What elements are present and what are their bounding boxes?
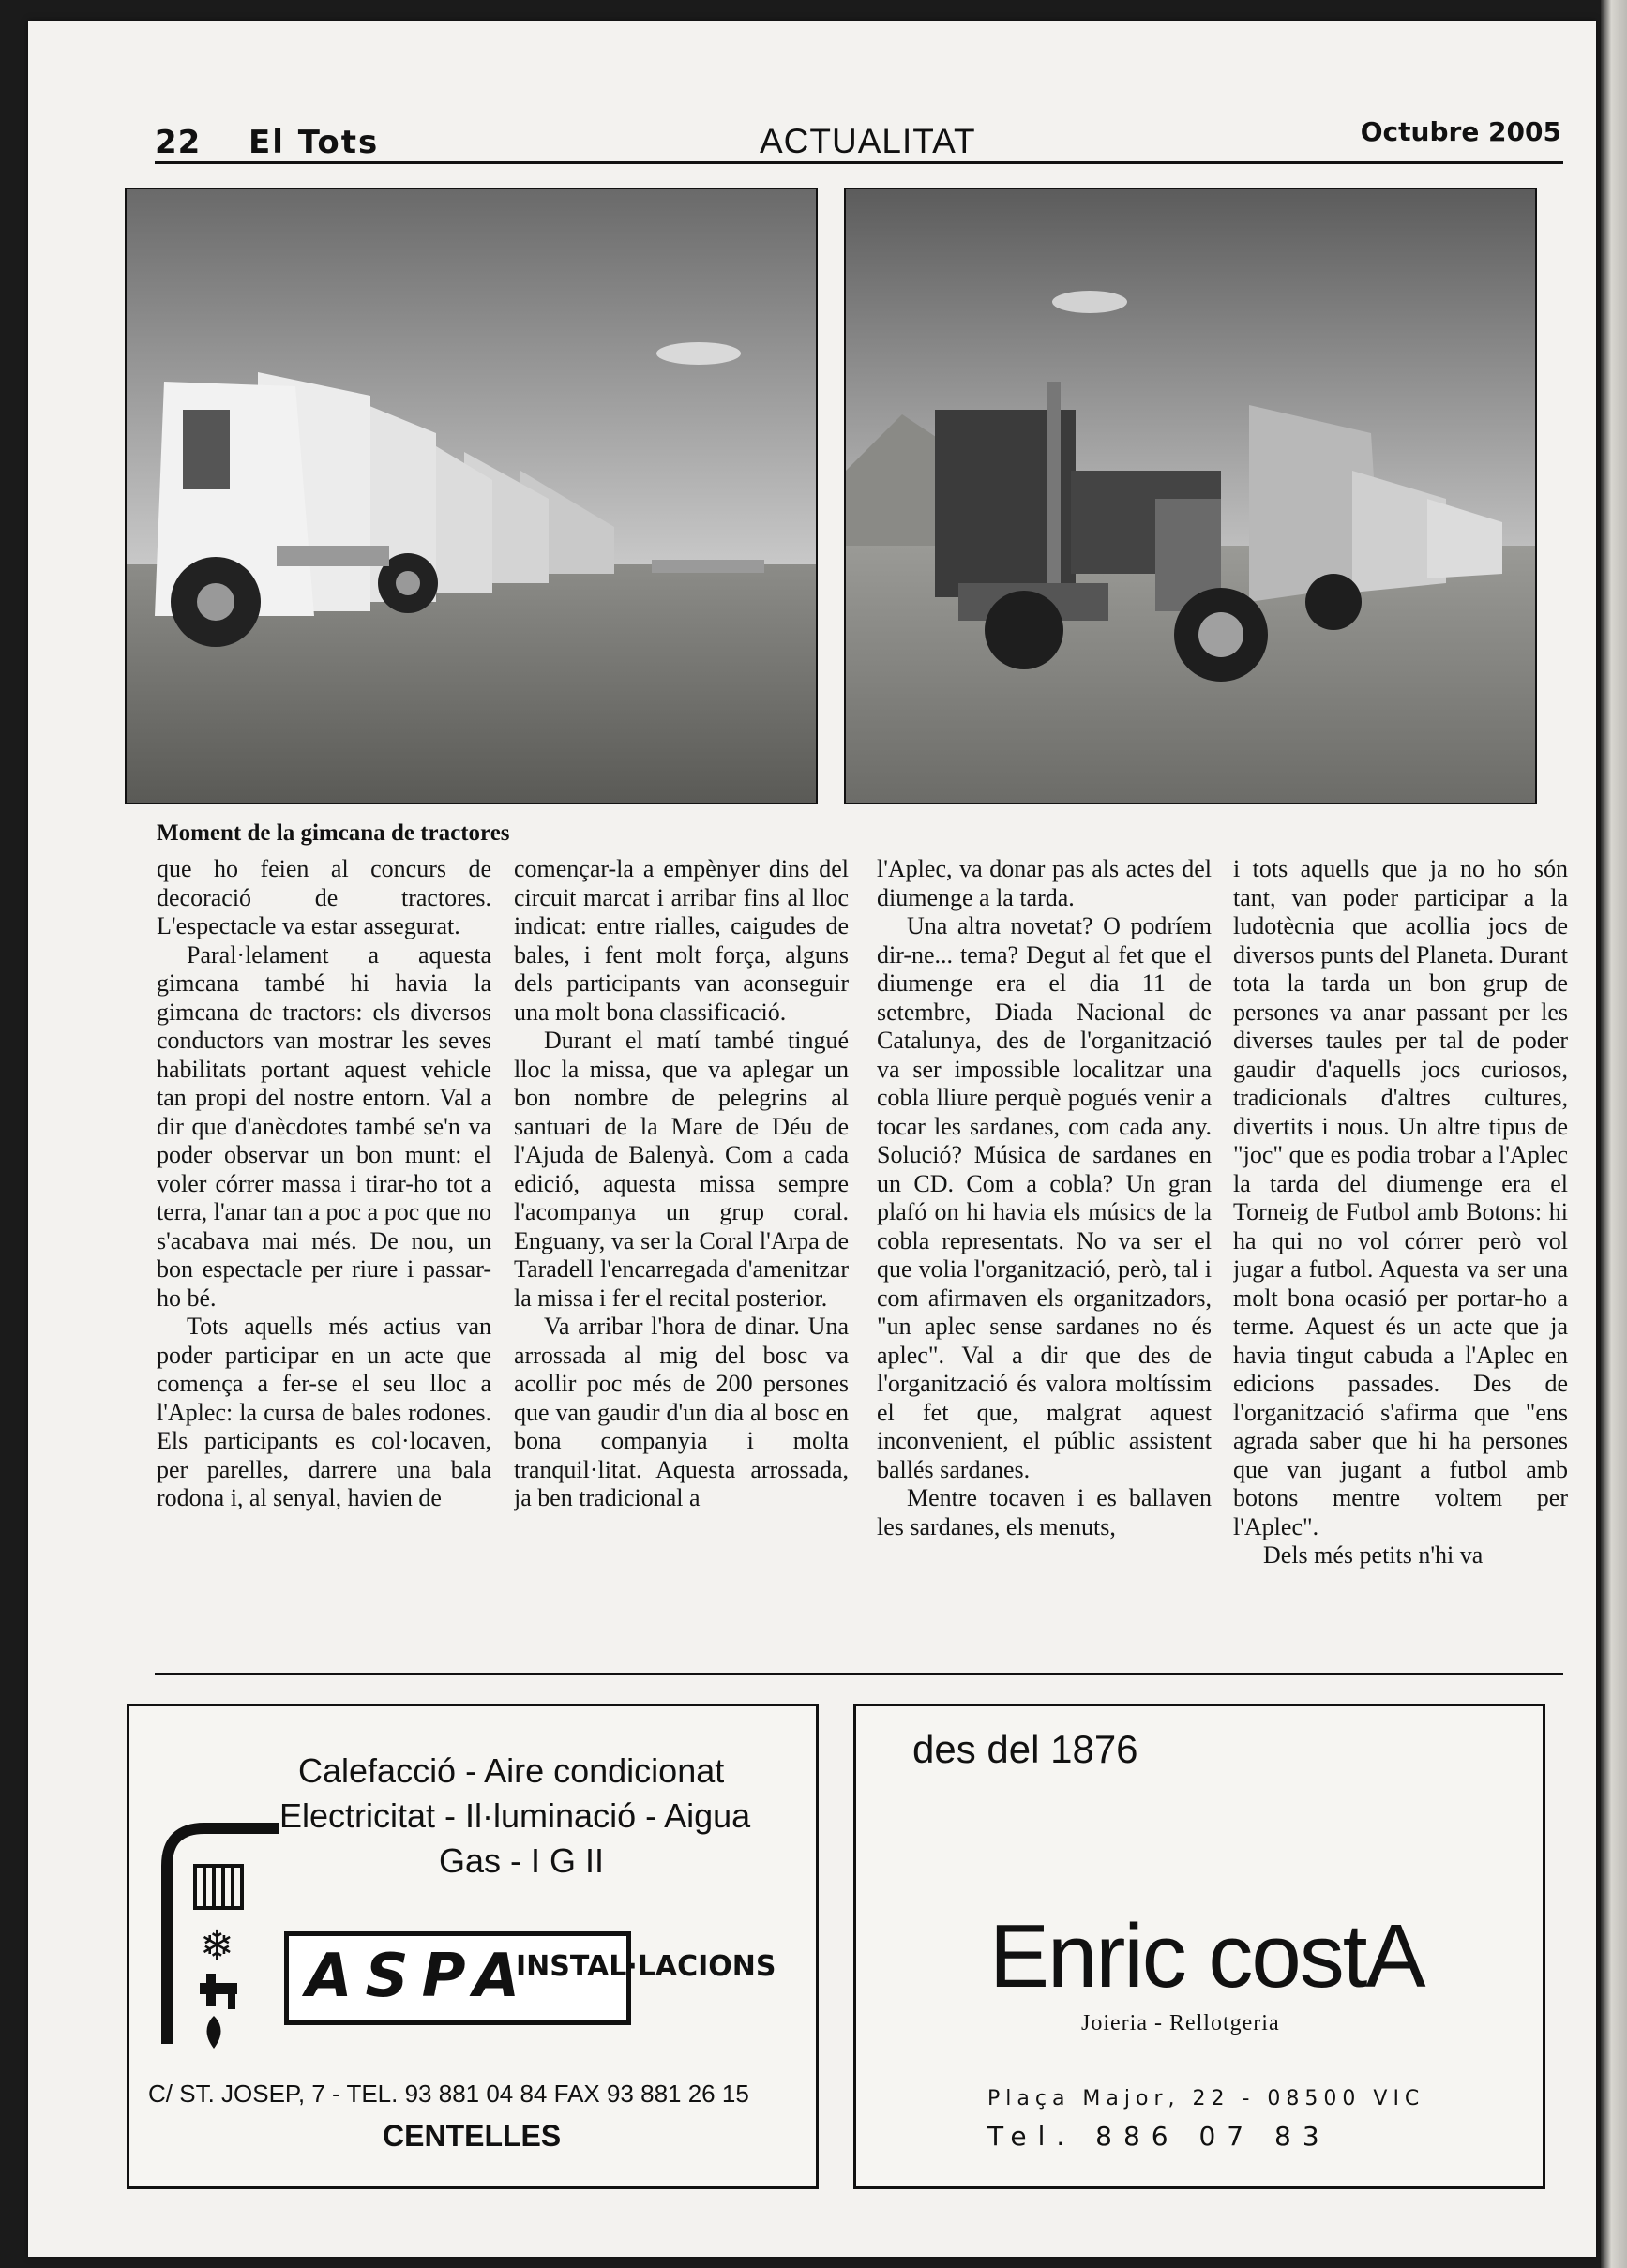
ads-separator-rule [155, 1673, 1563, 1675]
article-column-1 [157, 855, 491, 1638]
publication-name: El Tots [249, 124, 380, 161]
section-title: ACTUALITAT [760, 122, 976, 160]
newspaper-page [28, 21, 1596, 2257]
aspa-address: C/ ST. JOSEP, 7 - TEL. 93 881 04 84 FAX 93 881 26 15 [148, 2080, 749, 2108]
flame-icon [207, 2016, 221, 2049]
aspa-town: CENTELLES [383, 2119, 562, 2153]
paragraph: i tots aquells que ja no ho són tant, van poder participar a la ludotècnia que acollia jocs de diversos punts del Planeta. Durant tota la tarda un bon grup de persones va anar passant per les diverses taules per tal de poder gaudir d'aquells jocs curiosos, tradicionals d'altres cultures, divertits i nous. Un altre tipus de "joc" que es podia trobar a l'Aplec la tarda del diumenge era el Torneig de Futbol amb Botons: hi ha qui no vol córrer però vol jugar a futbol. Aquesta va ser una molt bona ocasió per portar-ho a terme. Aquest és un acte que ja havia tingut cabuda a l'Aplec en edicions passades. Des de l'organització s'afirma que "ens agrada saber que hi ha persones que van jugant a futbol amb botons mentre voltem per l'Aplec". [1233, 855, 1568, 1540]
paragraph: Una altra novetat? O podríem dir-ne... tema? Degut al fet que el diumenge era el dia 11 de setembre, Diada Nacional de Catalunya, des de l'organització va ser impossible localitzar una cobla lliure perquè pogués venir a tocar les sardanes, com cada any. Solució? Música de sardanes en un CD. Com a cobla? Un gran plafó on hi havia els músics de la cobla representats. No va ser el que volia l'organització, però, tal i com afirmaven els organitzadors, "un aplec sense sardanes no és aplec". Val a dir que des de l'organització és valora moltíssim el fet que, malgrat aquest inconvenient, el públic assistent ballés sardanes. [877, 912, 1212, 1483]
article-column-3 [877, 855, 1212, 1638]
header-rule [155, 161, 1563, 164]
page-edge [1601, 0, 1627, 2268]
page-number: 22 [155, 124, 202, 161]
issue-date: Octubre 2005 [1360, 116, 1561, 147]
paragraph: Tots aquells més actius van poder participar en un acte que comença a fer-se el seu lloc a l'Aplec: la cursa de bales rodones. Els participants es col·locaven, per parelles, darrere una bala rodona i, al senyal, havien de [157, 1313, 491, 1511]
ec-address: Plaça Major, 22 - 08500 VIC [987, 2087, 1425, 2110]
page-header [155, 103, 1561, 159]
paragraph: començar-la a empènyer dins del circuit marcat i arribar fins al lloc indicat: entre rialles, caigudes de bales, i fent molt força, alguns dels participants van aconseguir una molt bona classificació. [514, 855, 849, 1026]
trucks-photo-right-icon [846, 189, 1535, 803]
paragraph: Dels més petits n'hi va [1263, 1541, 1484, 1569]
aspa-ad [127, 1704, 819, 2189]
aspa-services-line-1: Calefacció - Aire condicionat [298, 1751, 725, 1790]
aspa-services-line-2: Electricitat - Il·luminació - Aigua [279, 1796, 751, 1835]
ec-subtitle: Joieria - Rellotgeria [1081, 2011, 1280, 2035]
ec-brand-name: Enric costA [989, 1906, 1424, 2006]
paragraph: Mentre tocaven i es ballaven les sardanes, els menuts, [877, 1484, 1212, 1540]
pipe-icon [148, 1810, 289, 2053]
radiator-icon [195, 1866, 242, 1908]
photo-trucks-left [125, 188, 818, 804]
paragraph: l'Aplec, va donar pas als actes del diumenge a la tarda. [877, 855, 1212, 911]
faucet-icon [200, 1974, 237, 2009]
snowflake-icon: ❄ [200, 1922, 234, 1970]
enric-costa-ad [853, 1704, 1545, 2189]
paragraph: que ho feien al concurs de decoració de tractores. L'espectacle va estar assegurat. [157, 855, 491, 939]
aspa-services-line-3: Gas - I G II [439, 1841, 605, 1880]
photo-trucks-right [844, 188, 1537, 804]
ec-since: des del 1876 [912, 1727, 1138, 1771]
article-column-2 [514, 855, 849, 1638]
trucks-photo-left-icon [127, 189, 816, 803]
aspa-logo-subtitle: INSTAL·LACIONS [516, 1950, 776, 1983]
aspa-logo-text: ASPA [306, 1942, 534, 2011]
photo-caption: Moment de la gimcana de tractores [157, 820, 510, 846]
article-column-4 [1233, 855, 1568, 1638]
paragraph: Paral·lelament a aquesta gimcana també hi havia la gimcana de tractors: els diversos conductors van mostrar les seves habilitats portant aquest vehicle tan propi del nostre entorn. Val a dir que d'anècdotes també se'n va poder observar un bon munt: el voler córrer massa i tirar-ho tot a terra, l'anar tan a poc a poc que no s'acabava mai més. De nou, un bon espectacle per riure i passar-ho bé. [157, 940, 491, 1312]
paragraph: Va arribar l'hora de dinar. Una arrossada al mig del bosc va acollir poc més de 200 persones que van gaudir d'un dia al bosc en bona companyia i molta tranquil·litat. Aquesta arrossada, ja ben tradicional a [514, 1313, 849, 1511]
paragraph: Durant el matí també tingué lloc la missa, que va aplegar un bon nombre de pelegrins al santuari de la Mare de Déu de l'Ajuda de Balenyà. Com a cada edició, aquesta missa sempre l'acompanya un grup coral. Enguany, va ser la Coral l'Arpa de Taradell l'encarregada d'amenitzar la missa i fer el recital posterior. [514, 1027, 849, 1312]
ec-phone: Tel. 886 07 83 [987, 2121, 1331, 2152]
